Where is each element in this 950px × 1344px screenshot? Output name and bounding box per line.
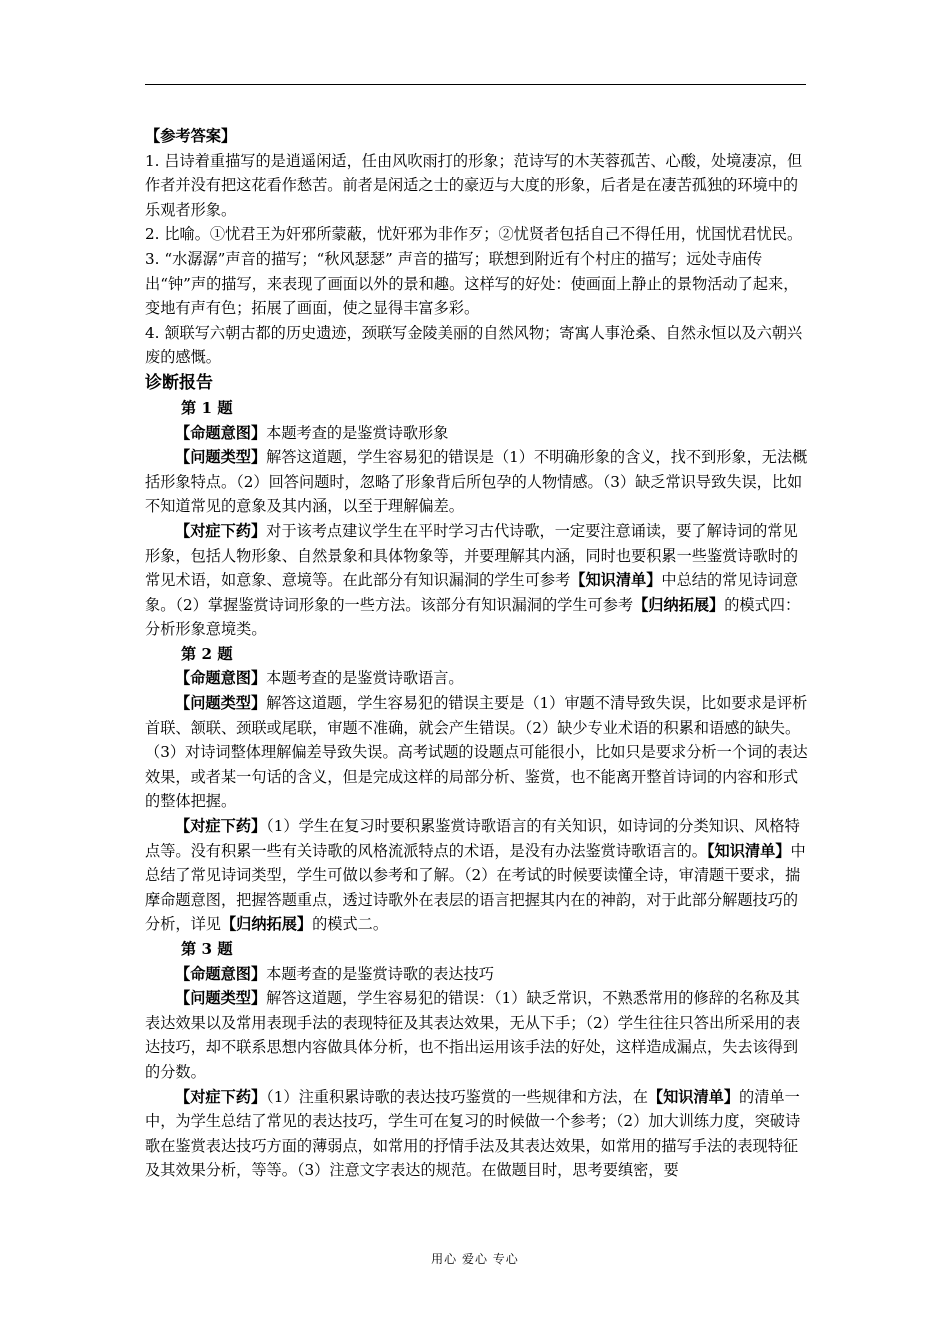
report-heading: 诊断报告 xyxy=(145,372,213,393)
label-type: 【问题类型】 xyxy=(175,694,267,713)
q1-remedy-text-c: 的模式四：分析形象意境类。 xyxy=(145,595,801,639)
answer-4: 4. 颔联写六朝古都的历史遗迹，颈联写金陵美丽的自然风物；寄寓人事沧桑、自然永恒以及六朝兴废的感慨。 xyxy=(145,323,803,367)
q1-remedy xyxy=(145,519,809,642)
answer-heading: 【参考答案】 xyxy=(145,127,237,145)
q3-remedy-text-b: 的清单一中，为学生总结了常见的表达技巧，学生可在复习的时候做一个参考；（2）加大训练力度，突破诗歌在鉴赏表达技巧方面的薄弱点，如常用的抒情手法及其表达效果，如常用的描写手法的表现特征及其效果分析，等等。（3）注意文字表达的规范。在做题目时，思考要缜密，要 xyxy=(145,1087,801,1180)
q3-title: 第 3 题 xyxy=(181,940,233,958)
q1-type xyxy=(145,445,809,519)
q2-title: 第 2 题 xyxy=(181,644,233,663)
answer-2: 2. 比喻。①忧君王为奸邪所蒙蔽，忧奸邪为非作歹；②忧贤者包括自己不得任用，忧国忧君忧民。 xyxy=(145,225,803,244)
q1-type-text: 解答这道题，学生容易犯的错误是（1）不明确形象的含义，找不到形象，无法概括形象特点。（2）回答问题时，忽略了形象背后所包孕的人物情感。（3）缺乏常识导致失误，比如不知道常见的意象及其内涵，以至于理解偏差。 xyxy=(145,448,808,516)
q2-type xyxy=(145,691,809,814)
label-induction: 【归纳拓展】 xyxy=(633,595,725,614)
header-rule xyxy=(145,84,806,85)
q2-intent-text: 本题考查的是鉴赏诗歌语言。 xyxy=(266,669,464,688)
label-remedy: 【对症下药】 xyxy=(175,817,267,836)
q2-remedy-text-b: 中总结了常见诗词类型，学生可做以参考和了解。（2）在考试的时候要读懂全诗，审清题干要求，揣摩命题意图，把握答题重点，透过诗歌外在表层的语言把握其内在的神韵，对于此部分解题技巧的分析，详见 xyxy=(145,841,806,934)
document-body xyxy=(145,124,809,1183)
q1-intent-text: 本题考查的是鉴赏诗歌形象 xyxy=(266,423,449,442)
page-footer: 用心 爱心 专心 xyxy=(431,1252,519,1266)
q3-intent xyxy=(145,962,809,987)
label-intent: 【命题意图】 xyxy=(175,423,267,442)
q1-intent xyxy=(145,421,809,446)
q1-remedy-text-b: 中总结的常见诗词意象。（2）掌握鉴赏诗词形象的一些方法。该部分有知识漏洞的学生可参考 xyxy=(145,571,799,614)
q1-title: 第 1 题 xyxy=(181,398,233,417)
label-type: 【问题类型】 xyxy=(175,448,267,467)
q2-remedy-text-c: 的模式二。 xyxy=(312,915,388,934)
label-remedy: 【对症下药】 xyxy=(175,521,267,540)
q3-remedy xyxy=(145,1085,809,1183)
label-knowledge: 【知识清单】 xyxy=(647,1087,740,1106)
q3-type xyxy=(145,986,809,1084)
label-intent: 【命题意图】 xyxy=(175,669,267,688)
label-intent: 【命题意图】 xyxy=(175,964,267,983)
label-remedy: 【对症下药】 xyxy=(175,1087,267,1106)
q3-intent-text: 本题考查的是鉴赏诗歌的表达技巧 xyxy=(266,964,494,983)
q2-type-text: 解答这道题，学生容易犯的错误主要是（1）审题不清导致失误，比如要求是评析首联、颔联、颈联或尾联，审题不准确，就会产生错误。（2）缺少专业术语的积累和语感的缺失。（3）对诗词整体理解偏差导致失误。高考试题的设题点可能很小，比如只是要求分析一个词的表达效果，或者某一句话的含义，但是完成这样的局部分析、鉴赏，也不能离开整首诗词的内容和形式的整体把握。 xyxy=(145,694,808,811)
q3-type-text: 解答这道题，学生容易犯的错误：（1）缺乏常识，不熟悉常用的修辞的名称及其表达效果以及常用表现手法的表现特征及其表达效果，无从下手；（2）学生往往只答出所采用的表达技巧，却不联系思想内容做具体分析，也不指出运用该手法的好处，这样造成漏点，失去该得到的分数。 xyxy=(145,989,801,1081)
answer-3: 3. “水潺潺”声音的描写；“秋风瑟瑟” 声音的描写；联想到附近有个村庄的描写；远处寺庙传出“钟”声的描写，来表现了画面以外的景和趣。这样写的好处：使画面上静止的景物活动了起来，变地有声有色；拓展了画面，使之显得丰富多彩。 xyxy=(145,249,799,318)
q1-remedy-text-a: 对于该考点建议学生在平时学习古代诗歌，一定要注意诵读，要了解诗词的常见形象，包括人物形象、自然景象和具体物象等，并要理解其内涵，同时也要积累一些鉴赏诗歌时的常见术语，如意象、意境等。在此部分有知识漏洞的学生可参考 xyxy=(145,521,799,590)
label-induction: 【归纳拓展】 xyxy=(220,915,313,934)
q2-intent xyxy=(145,666,809,691)
q3-remedy-text-a: （1）注重积累诗歌的表达技巧鉴赏的一些规律和方法，在 xyxy=(266,1087,648,1106)
answer-1: 1. 吕诗着重描写的是逍遥闲适，任由风吹雨打的形象；范诗写的木芙蓉孤苦、心酸，处境凄凉，但作者并没有把这花看作愁苦。前者是闲适之士的豪迈与大度的形象，后者是在凄苦孤独的环境中的乐观者形象。 xyxy=(145,151,803,219)
label-type: 【问题类型】 xyxy=(175,989,267,1008)
q2-remedy-text-a: （1）学生在复习时要积累鉴赏诗歌语言的有关知识，如诗词的分类知识、风格特点等。没有积累一些有关诗歌的风格流派特点的术语，是没有办法鉴赏诗歌语言的。 xyxy=(145,817,800,860)
label-knowledge: 【知识清单】 xyxy=(706,841,791,860)
label-knowledge: 【知识清单】 xyxy=(570,571,662,590)
q2-remedy xyxy=(145,814,809,937)
